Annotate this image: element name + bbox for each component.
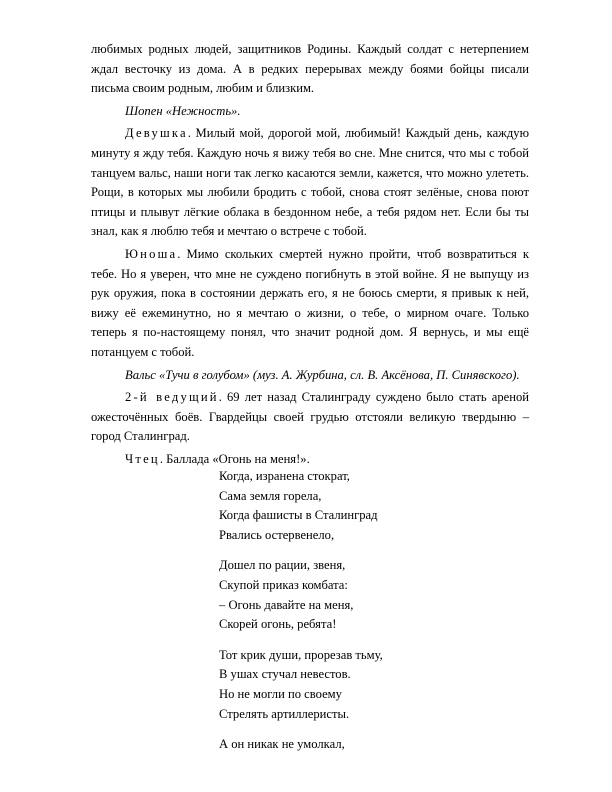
poem-line: Стрелять артиллеристы. <box>219 706 350 721</box>
poem-stanza-3 <box>219 646 479 724</box>
text-column <box>91 40 529 469</box>
speaker-reader: Чтец <box>125 451 160 466</box>
poem-line: Сама земля горела, <box>219 488 322 503</box>
poem-line: Рвались остервенело, <box>219 527 335 542</box>
poem-line: В ушах стучал невестов. <box>219 667 351 682</box>
youth-text: . Мимо скольких смертей нужно пройти, чтоб возвратиться к тебе. Но я уверен, что мне не суждено погибнуть в этой войне. Я не выпущу из рук оружия, пока в состоянии держать его, я не боюсь смерти, я привык к ней, вижу её ежеминутно, но я мечтаю о жизни, о тебе, о мирном очаге. Только теперь я по-настоящему понял, что значит родной дом. Я вернусь, и мы ещё потанцуем с тобой. <box>91 246 529 359</box>
speaker-youth: Юноша <box>125 246 178 261</box>
poem-line: – Огонь давайте на меня, <box>219 597 354 612</box>
speaker-girl: Девушка <box>125 126 188 141</box>
poem-line: Дошел по рации, звеня, <box>219 558 346 573</box>
poem-stanza-1 <box>219 467 479 545</box>
poem-line: Скорей огонь, ребята! <box>219 617 337 632</box>
paragraph-host2 <box>91 388 529 447</box>
poem-line: Когда, израненa стократ, <box>219 469 350 483</box>
paragraph-intro: любимых родных людей, защитников Родины. Каждый солдат с нетерпением ждал весточку из дома. А в редких перерывах между боями бойцы писали письма своим родным, любим и близким. <box>91 42 529 96</box>
host2-text: . 69 лет назад Сталинграду суждено было стать ареной ожесточённых боёв. Гвардейцы своей грудью отстояли великую твердыню – город Сталинград. <box>91 390 529 444</box>
music-cue-chopin: Шопен «Нежность». <box>125 103 241 118</box>
poem-line: Тот крик души, прорезав тьму, <box>219 647 383 662</box>
poem-stanza-4 <box>219 735 479 755</box>
girl-text: . Милый мой, дорогой мой, любимый! Каждый день, каждую минуту я жду тебя. Каждую ночь я вижу тебя во сне. Мне снится, что мы с тобой танцуем вальс, наши ноги так легко касаются земли, кажется, что можно улететь. Рощи, в которых мы любили бродить с тобой, снова стоят зелёные, снова поют птицы и плывут лёгкие облака в бездонном небе, а тебя рядом нет. Если бы ты знал, как я люблю тебя и мечтаю о встрече с тобой. <box>91 126 529 239</box>
ballad-poem <box>219 467 479 766</box>
poem-line: Но не могли по своему <box>219 686 342 701</box>
speaker-host2: 2-й ведущий <box>125 390 219 405</box>
poem-line: Когда фашисты в Сталинград <box>219 508 378 523</box>
music-cue-waltz: Вальс «Тучи в голубом» (муз. А. Журбина, сл. В. Аксёнова, П. Синявского). <box>125 367 520 382</box>
poem-stanza-2 <box>219 556 479 634</box>
paragraph-girl <box>91 124 529 242</box>
poem-line: А он никак не умолкал, <box>219 737 345 752</box>
reader-text: . Баллада «Огонь на меня!». <box>159 451 310 466</box>
poem-line: Скупой приказ комбата: <box>219 577 348 592</box>
paragraph-youth <box>91 245 529 363</box>
